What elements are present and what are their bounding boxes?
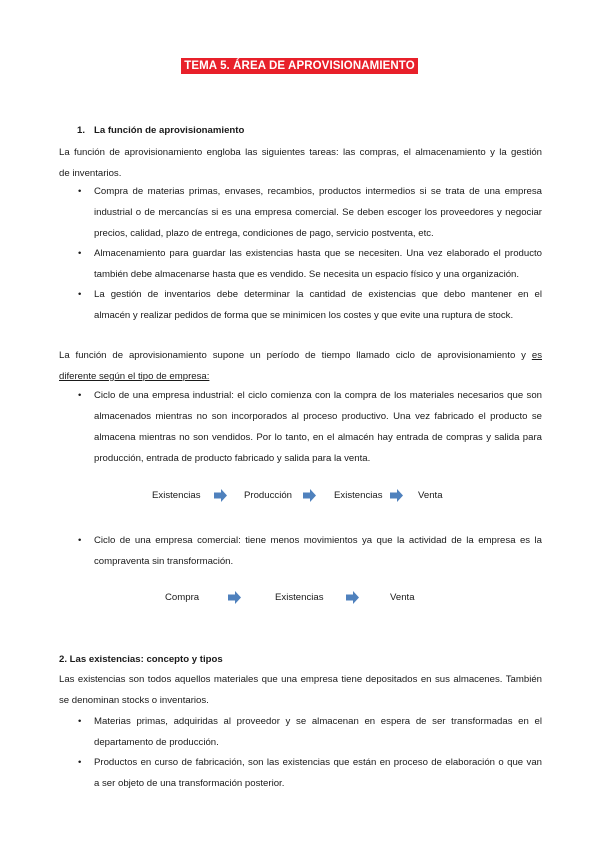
s2-bullet2-line2: a ser objeto de una transformación posterior. xyxy=(94,778,285,789)
bullet-marker: • xyxy=(78,186,82,197)
industrial-line1: Ciclo de una empresa industrial: el ciclo comienza con la compra de los materiales necesarios que son xyxy=(94,390,542,401)
flow-industrial-step4: Venta xyxy=(418,490,443,501)
bullet1-line2: industrial o de mercancías si es una empresa comercial. Se deben escoger los proveedores y negociar xyxy=(94,207,542,218)
section1-number: 1. xyxy=(77,125,86,136)
right-block-arrow-icon xyxy=(303,489,316,502)
flow-industrial-step2: Producción xyxy=(244,490,292,501)
industrial-line4: producción, entrada de producto fabricado y salida para la venta. xyxy=(94,453,371,464)
comercial-line2: compraventa sin transformación. xyxy=(94,556,234,567)
cycle-intro-underlined: es xyxy=(531,350,542,361)
cycle-intro-line1 xyxy=(59,345,542,366)
bullet-marker: • xyxy=(78,289,82,300)
cycle-intro-line2: diferente según el tipo de empresa: xyxy=(59,371,210,382)
flow-industrial-step3: Existencias xyxy=(334,490,383,501)
right-block-arrow-icon xyxy=(390,489,403,502)
bullet-marker: • xyxy=(78,248,82,259)
bullet3-line2: almacén y realizar pedidos de forma que se minimicen los costes y que evite una ruptura de stock. xyxy=(94,310,514,321)
page-title-wrap xyxy=(0,56,599,74)
flow-comercial-step2: Existencias xyxy=(275,592,324,603)
section2-intro-line2: se denominan stocks o inventarios. xyxy=(59,695,209,706)
page-title: TEMA 5. ÁREA DE APROVISIONAMIENTO xyxy=(181,58,418,74)
flow-comercial-step3: Venta xyxy=(390,592,415,603)
flow-industrial-step1: Existencias xyxy=(152,490,201,501)
industrial-line2: almacenados mientras no son incorporados al proceso productivo. Una vez fabricado el producto se xyxy=(94,411,542,422)
bullet3-line1: La gestión de inventarios debe determinar la cantidad de existencias que debo mantener en el xyxy=(94,289,542,300)
s2-bullet2-line1: Productos en curso de fabricación, son las existencias que están en proceso de elaboración o que van xyxy=(94,757,542,768)
bullet1-line1: Compra de materias primas, envases, recambios, productos intermedios si se trata de una empresa xyxy=(94,186,542,197)
section1-heading: La función de aprovisionamiento xyxy=(94,125,245,136)
s2-bullet1-line2: departamento de producción. xyxy=(94,737,219,748)
section2-intro-line1: Las existencias son todos aquellos materiales que una empresa tiene depositados en sus almacenes. También xyxy=(59,674,542,685)
section1-intro-line2: de inventarios. xyxy=(59,168,122,179)
section1-intro-line1: La función de aprovisionamiento engloba las siguientes tareas: las compras, el almacenamiento y la gestión xyxy=(59,147,542,158)
right-block-arrow-icon xyxy=(346,591,359,604)
right-block-arrow-icon xyxy=(214,489,227,502)
s2-bullet1-line1: Materias primas, adquiridas al proveedor y se almacenan en espera de ser transformadas en el xyxy=(94,716,542,727)
cycle-intro-text: La función de aprovisionamiento supone un período de tiempo llamado ciclo de aprovisionamiento y xyxy=(59,350,532,361)
section2-heading: 2. Las existencias: concepto y tipos xyxy=(59,654,223,665)
bullet-marker: • xyxy=(78,716,82,727)
bullet-marker: • xyxy=(78,535,82,546)
bullet-marker: • xyxy=(78,390,82,401)
flow-comercial-step1: Compra xyxy=(165,592,200,603)
comercial-line1: Ciclo de una empresa comercial: tiene menos movimientos ya que la actividad de la empresa es la xyxy=(94,535,542,546)
right-block-arrow-icon xyxy=(228,591,241,604)
bullet-marker: • xyxy=(78,757,82,768)
bullet2-line2: también debe almacenarse hasta que es vendido. Se necesita un espacio físico y una organización. xyxy=(94,269,520,280)
bullet1-line3: precios, calidad, plazo de entrega, condiciones de pago, servicio postventa, etc. xyxy=(94,228,434,239)
bullet2-line1: Almacenamiento para guardar las existencias hasta que se necesiten. Una vez elaborado el producto xyxy=(94,248,542,259)
industrial-line3: almacena mientras no son vendidos. Por lo tanto, en el almacén hay entrada de compras y salida para xyxy=(94,432,542,443)
